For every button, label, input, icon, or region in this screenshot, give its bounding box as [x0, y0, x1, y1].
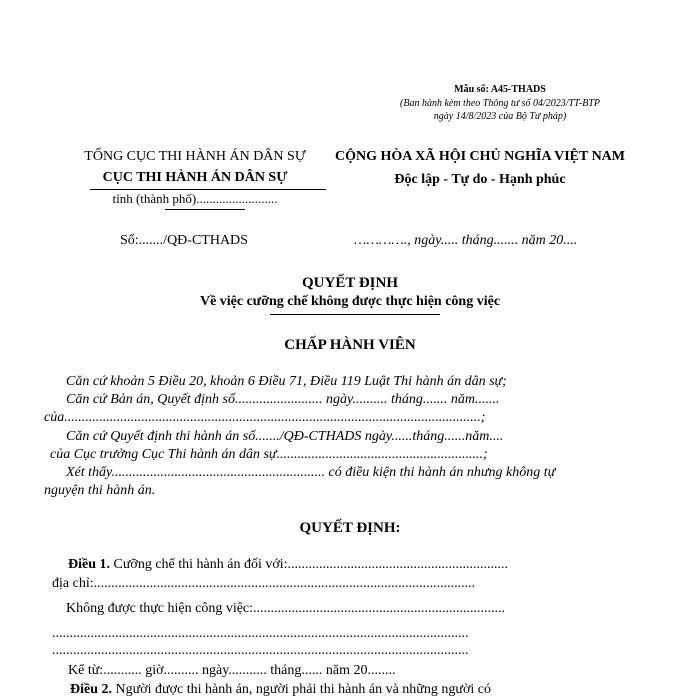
agency-underline: [90, 189, 326, 190]
basis-enforcement-decision: Căn cứ Quyết định thi hành án số......./QĐ-CTHADS ngày......tháng......năm....: [66, 429, 504, 444]
article-1-label: Điều 1.: [68, 557, 110, 572]
basis-consideration-cont: nguyện thi hành án.: [44, 483, 156, 498]
article-2-label: Điều 2.: [70, 682, 112, 697]
document-subtitle: Về việc cưỡng chế không được thực hiện công việc: [199, 294, 501, 309]
title-underline: [270, 314, 440, 315]
nation-line1: CỘNG HÒA XÃ HỘI CHỦ NGHĨA VIỆT NAM: [334, 149, 625, 164]
agency-line3: tỉnh (thành phố).........................: [112, 191, 278, 206]
basis-director: của Cục trưởng Cục Thi hành án dân sự...........................................................;: [50, 447, 488, 462]
article-1-address: địa chỉ:.............................................................................................................: [52, 576, 476, 591]
article-2-text: Người được thi hành án, người phải thi hành án và những người có: [112, 682, 491, 697]
basis-judgment-of: của.......................................................................................................................;: [44, 410, 486, 425]
basis-judgment: Căn cứ Bản án, Quyết định số......................... ngày.......... tháng....... năm.......: [66, 392, 500, 407]
document-date: …………., ngày..... tháng....... năm 20....: [354, 233, 578, 248]
form-issued-line2: ngày 14/8/2023 của Bộ Tư pháp): [433, 111, 567, 122]
article-1: [44, 557, 668, 573]
agency-line2: CỤC THI HÀNH ÁN DÂN SỰ: [102, 170, 288, 185]
effective-from: Kể từ:........... giờ.......... ngày........... tháng...... năm 20........: [68, 663, 396, 678]
agency-short-line: [165, 209, 245, 210]
authority-heading: CHẤP HÀNH VIÊN: [284, 337, 416, 353]
document-title: QUYẾT ĐỊNH: [302, 275, 398, 291]
dotted-line-2: .......................................................................................................................: [52, 643, 469, 658]
not-allowed-work: Không được thực hiện công việc:........................................................................: [66, 601, 506, 616]
basis-law: Căn cứ khoản 5 Điều 20, khoản 6 Điều 71, Điều 119 Luật Thi hành án dân sự;: [66, 374, 507, 389]
nation-line2: Độc lập - Tự do - Hạnh phúc: [394, 172, 566, 187]
decision-heading: QUYẾT ĐỊNH:: [299, 520, 401, 536]
document-number: Số:......./QĐ-CTHADS: [120, 233, 248, 248]
article-1-text: Cưỡng chế thi hành án đối với:...............................................................: [110, 557, 509, 572]
article-2: [44, 682, 670, 698]
basis-consideration: Xét thấy............................................................. có điều kiện thi hành án nhưng không tự: [66, 465, 556, 480]
form-code: Mẫu số: A45-THADS: [454, 84, 546, 95]
form-issued-line1: (Ban hành kèm theo Thông tư số 04/2023/TT-BTP: [400, 98, 600, 109]
dotted-line-1: .......................................................................................................................: [52, 626, 469, 641]
agency-line1: TỔNG CỤC THI HÀNH ÁN DÂN SỰ: [84, 149, 306, 164]
